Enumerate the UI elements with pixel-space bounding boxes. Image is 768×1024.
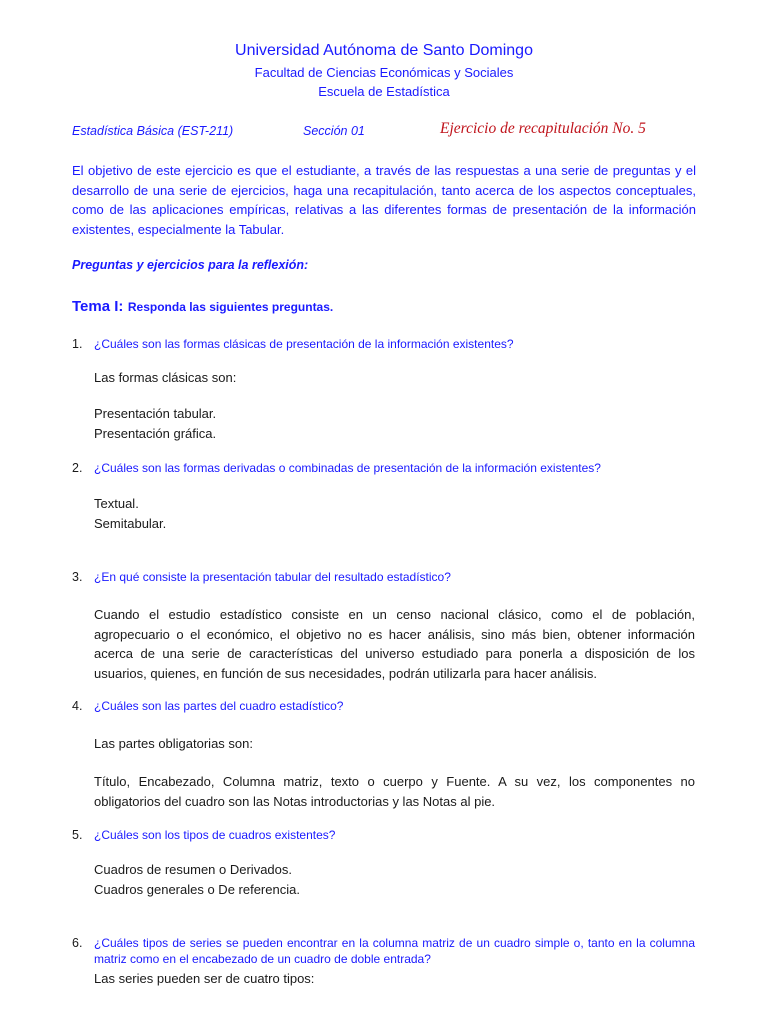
question-text: ¿En qué consiste la presentación tabular del resultado estadístico? bbox=[94, 570, 451, 584]
school-subtitle: Escuela de Estadística bbox=[318, 84, 450, 99]
answer-intro: Las formas clásicas son: bbox=[94, 370, 237, 385]
exercise-title: Ejercicio de recapitulación No. 5 bbox=[440, 120, 646, 137]
answer-line: Cuadros generales o De referencia. bbox=[94, 882, 300, 897]
question-number: 4. bbox=[72, 699, 83, 713]
question-text: ¿Cuáles son las formas derivadas o combinadas de presentación de la información existentes? bbox=[94, 461, 601, 475]
answer-intro: Las partes obligatorias son: bbox=[94, 736, 253, 751]
tema-heading bbox=[72, 298, 333, 316]
tema-label: Tema I: bbox=[72, 298, 124, 315]
answer-line: Presentación gráfica. bbox=[94, 426, 217, 441]
question-number: 1. bbox=[72, 337, 83, 351]
question-number: 5. bbox=[72, 828, 83, 842]
answer-line: Semitabular. bbox=[94, 516, 167, 531]
intro-paragraph: El objetivo de este ejercicio es que el estudiante, a través de las respuestas a una serie de preguntas y el desarrollo de una serie de ejercicios, haga una recapitulación, tanto acerca de los aspectos conceptuales, como de las aplicaciones empíricas, relativas a las diferentes formas de presentación de la información existentes, especialmente la Tabular. bbox=[72, 163, 696, 237]
section-label: Sección 01 bbox=[303, 124, 365, 138]
answer-line: Presentación tabular. bbox=[94, 406, 217, 421]
answer-paragraph: Título, Encabezado, Columna matriz, texto o cuerpo y Fuente. A su vez, los componentes no obligatorios del cuadro son las Notas introductorias y las Notas al pie. bbox=[94, 774, 695, 809]
answer-intro: Las series pueden ser de cuatro tipos: bbox=[94, 971, 315, 986]
question-text: ¿Cuáles son las formas clásicas de presentación de la información existentes? bbox=[94, 337, 514, 351]
answer-line: Cuadros de resumen o Derivados. bbox=[94, 862, 292, 877]
answer-line: Textual. bbox=[94, 496, 139, 511]
course-name: Estadística Básica (EST-211) bbox=[72, 124, 234, 138]
tema-instruction: Responda las siguientes preguntas. bbox=[127, 300, 334, 314]
question-text: ¿Cuáles son los tipos de cuadros existentes? bbox=[94, 828, 336, 842]
university-title: Universidad Autónoma de Santo Domingo bbox=[235, 42, 533, 59]
question-text: ¿Cuáles son las partes del cuadro estadístico? bbox=[94, 699, 344, 713]
question-number: 3. bbox=[72, 570, 83, 584]
reflection-heading: Preguntas y ejercicios para la reflexión: bbox=[72, 258, 309, 272]
question-text: ¿Cuáles tipos de series se pueden encontrar en la columna matriz de un cuadro simple o, tanto en la columna matriz como en el encabezado de un cuadro de doble entrada? bbox=[94, 936, 695, 966]
answer-paragraph: Cuando el estudio estadístico consiste en un censo nacional clásico, como el de población, agropecuario o el económico, el objetivo no es hacer análisis, sino más bien, obtener información acerca de una serie de características del universo estudiado para ponerla a disposición de los usuarios, quienes, en función de sus necesidades, podrán utilizarla para hacer análisis. bbox=[94, 607, 695, 681]
question-number: 6. bbox=[72, 936, 83, 950]
faculty-subtitle: Facultad de Ciencias Económicas y Sociales bbox=[254, 65, 514, 80]
question-number: 2. bbox=[72, 461, 83, 475]
